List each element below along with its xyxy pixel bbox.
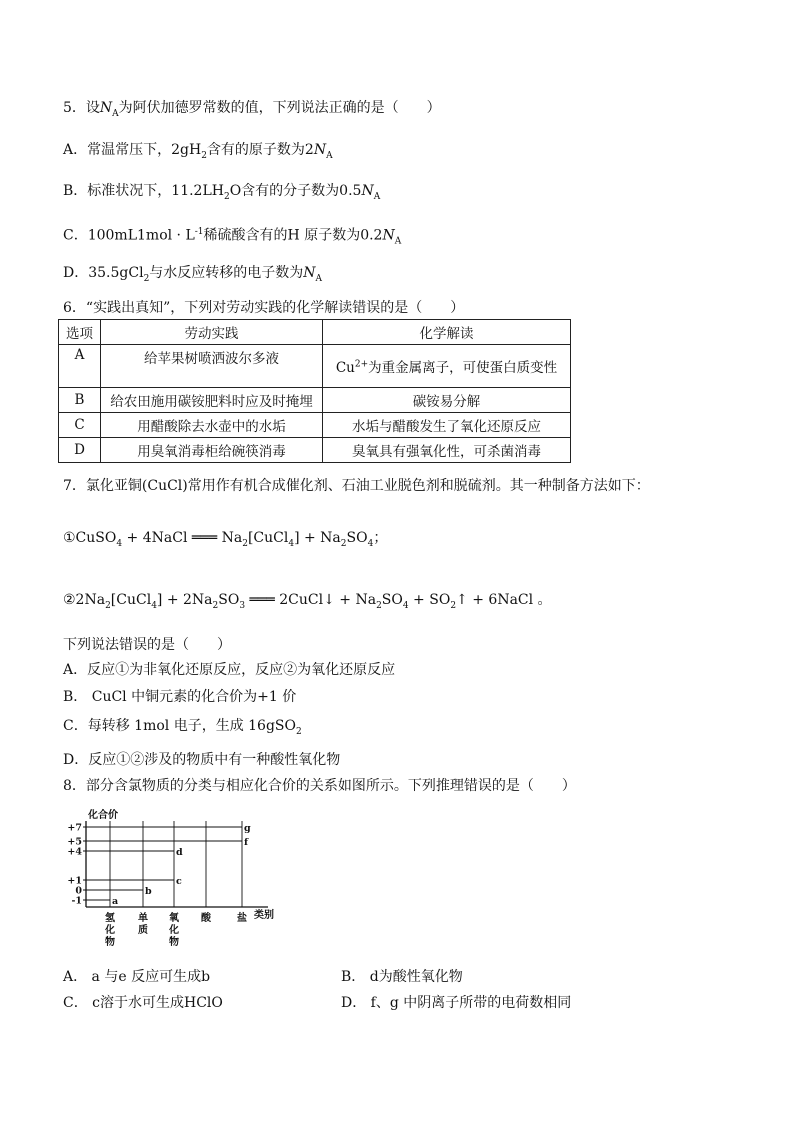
q8-stem: 8．部分含氯物质的分类与相应化合价的关系如图所示。下列推理错误的是（ ） bbox=[63, 778, 576, 794]
x-tick-label: 单 bbox=[138, 913, 148, 924]
q7-equation-1: ①CuSO$_4$ + 4NaCl ═══ $Na_2[CuCl_4] + Na_2SO_4$； bbox=[63, 530, 388, 549]
y-tick-label: +4 bbox=[67, 846, 82, 858]
x-tick-label: 化 bbox=[105, 925, 115, 936]
point-label: f bbox=[244, 837, 249, 848]
q6-stem: 6．“实践出真知”，下列对劳动实践的化学解读错误的是（ ） bbox=[63, 300, 465, 316]
table-cell-option: B bbox=[59, 388, 101, 413]
point-label: d bbox=[176, 847, 183, 858]
q6-table bbox=[58, 319, 571, 463]
q7-option-b: B． CuCl 中铜元素的化合价为+1 价 bbox=[63, 689, 297, 705]
x-axis-label: 类别 bbox=[254, 910, 274, 921]
table-header-row bbox=[59, 320, 571, 345]
y-tick-label: -1 bbox=[71, 895, 82, 907]
point-label: c bbox=[176, 876, 182, 887]
q7-option-d: D．反应①②涉及的物质中有一种酸性氧化物 bbox=[63, 752, 341, 768]
x-tick-label: 盐 bbox=[237, 913, 247, 924]
table-cell-practice: 用醋酸除去水壶中的水垢 bbox=[101, 413, 323, 438]
y-tick-label: +5 bbox=[67, 836, 82, 848]
table-cell-option: D bbox=[59, 438, 101, 463]
x-tick-label: 物 bbox=[105, 937, 115, 948]
table-header-cell: 选项 bbox=[59, 320, 101, 345]
x-tick-label: 氢 bbox=[105, 913, 115, 924]
table-row bbox=[59, 438, 571, 463]
table-cell-practice: 给苹果树喷洒波尔多液 bbox=[101, 345, 323, 388]
table-cell-practice: 给农田施用碳铵肥料时应及时掩埋 bbox=[101, 388, 323, 413]
q5-stem: 5．设$N_A$为阿伏加德罗常数的值，下列说法正确的是（ ） bbox=[63, 100, 441, 119]
q8-option-d: D． f、g 中阴离子所带的电荷数相同 bbox=[341, 995, 572, 1011]
y-tick-label: +7 bbox=[67, 822, 82, 834]
q7-option-c: C．每转移 1mol 电子，生成 16gSO$_2$ bbox=[63, 718, 302, 737]
table-cell-option: C bbox=[59, 413, 101, 438]
x-tick-label: 化 bbox=[169, 925, 179, 936]
point-label: g bbox=[244, 823, 251, 834]
table-row bbox=[59, 388, 571, 413]
q8-option-c: C． c溶于水可生成HClO bbox=[63, 995, 223, 1011]
q8-option-a: A． a 与e 反应可生成b bbox=[63, 969, 211, 985]
q7-ask: 下列说法错误的是（ ） bbox=[63, 637, 231, 653]
table-header-cell: 劳动实践 bbox=[101, 320, 323, 345]
q7-stem: 7．氯化亚铜(CuCl)常用作有机合成催化剂、石油工业脱色剂和脱硫剂。其一种制备方法如下： bbox=[63, 478, 650, 494]
q8-option-b: B． d为酸性氧化物 bbox=[341, 969, 463, 985]
table-row bbox=[59, 413, 571, 438]
x-tick-label: 物 bbox=[169, 937, 179, 948]
x-tick-label: 氧 bbox=[169, 913, 179, 924]
table-cell-explain: 碳铵易分解 bbox=[323, 388, 571, 413]
q5-option-a: A．常温常压下，$2gH_2$含有的原子数为$2N_A$ bbox=[63, 142, 333, 161]
point-label: a bbox=[112, 896, 119, 907]
q7-option-a: A．反应①为非氧化还原反应，反应②为氧化还原反应 bbox=[63, 662, 396, 678]
table-cell-option: A bbox=[59, 345, 101, 388]
table-cell-explain: 臭氧具有强氧化性，可杀菌消毒 bbox=[323, 438, 571, 463]
table-cell-practice: 用臭氧消毒柜给碗筷消毒 bbox=[101, 438, 323, 463]
q5-option-d: D．35.5gCl$_2$与水反应转移的电子数为$N_A$ bbox=[63, 265, 323, 284]
x-tick-label: 质 bbox=[138, 925, 148, 936]
table-header-cell: 化学解读 bbox=[323, 320, 571, 345]
table-cell-explain: $Cu^{2+}$为重金属离子，可使蛋白质变性 bbox=[323, 345, 571, 388]
table-row bbox=[59, 345, 571, 388]
valence-category-diagram bbox=[58, 807, 290, 957]
y-tick-label: 0 bbox=[75, 885, 82, 897]
y-tick-label: +1 bbox=[67, 875, 82, 887]
point-label: b bbox=[145, 886, 152, 897]
q7-equation-2: $②2Na_2[CuCl_4] + 2Na_2SO_3$ ═══ 2CuCl↓ + $Na_2SO_4$ + $SO_2↑$ + 6NaCl 。 bbox=[63, 592, 552, 611]
q5-option-c: C．$100mL1mol \cdot L^{-1}$稀硫酸含有的H 原子数为$0.2N_A$ bbox=[63, 227, 402, 247]
table-cell-explain: 水垢与醋酸发生了氧化还原反应 bbox=[323, 413, 571, 438]
y-axis-label: 化合价 bbox=[88, 810, 118, 821]
x-tick-label: 酸 bbox=[201, 913, 211, 924]
q5-option-b: B．标准状况下，$11.2LH_2O$含有的分子数为$0.5N_A$ bbox=[63, 183, 381, 202]
